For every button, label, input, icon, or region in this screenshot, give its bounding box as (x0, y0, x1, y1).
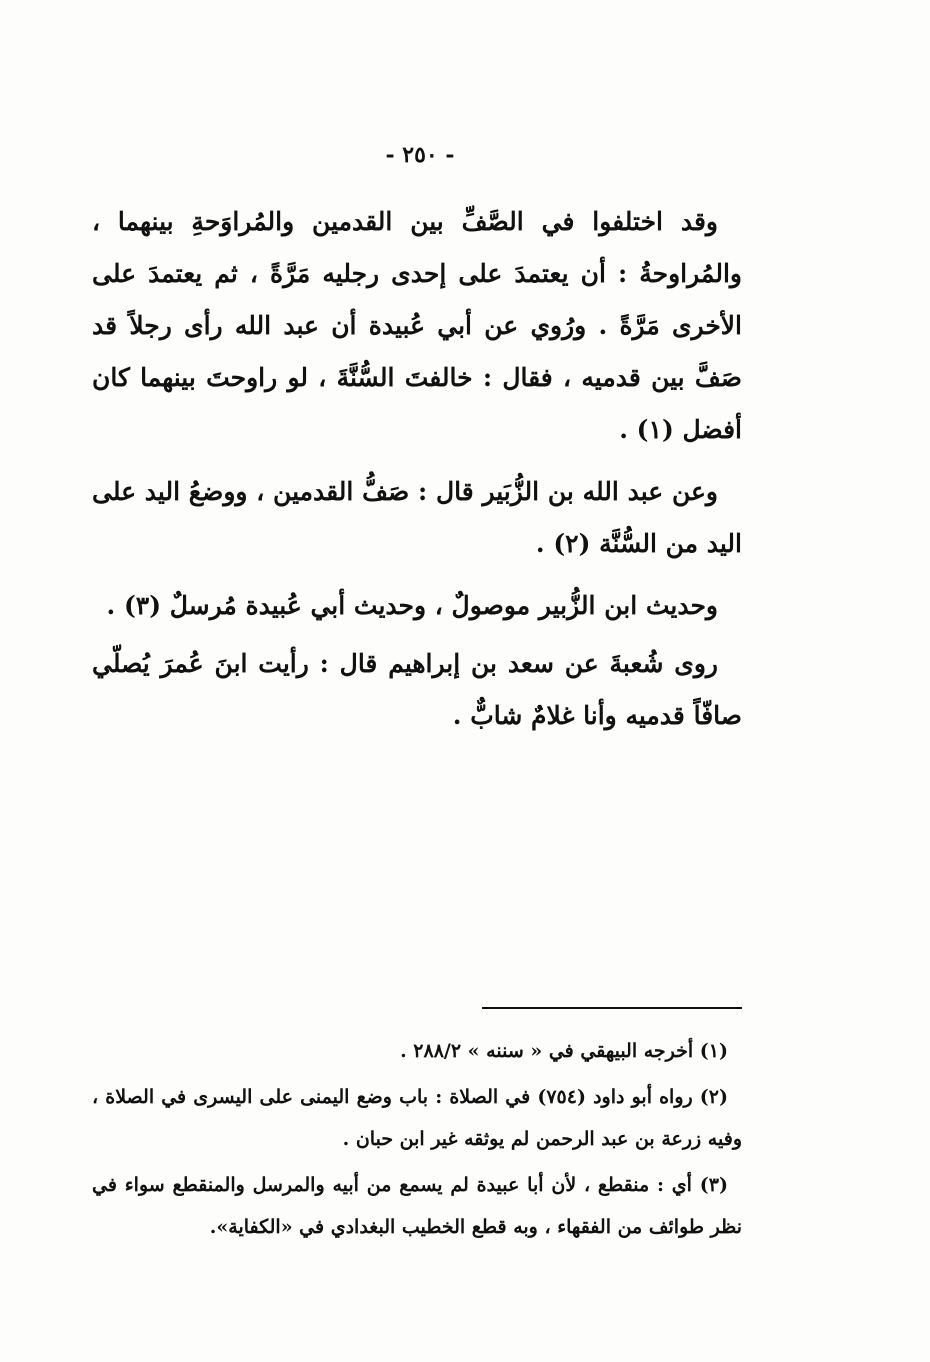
paragraph-2: وعن عبد الله بن الزُّبَير قال : صَفُّ القدمين ، ووضعُ اليد على اليد من السُّنَّة (٢) . (92, 477, 742, 558)
footnote-3: (٣) أي : منقطع ، لأن أبا عبيدة لم يسمع من أبيه والمرسل والمنقطع سواء في نظر طوائف من الفقهاء ، وبه قطع الخطيب البغدادي في «الكفاية». (92, 1174, 742, 1238)
main-text (92, 196, 742, 752)
footnotes (92, 1030, 742, 1252)
paragraph-3: وحديث ابن الزُّبير موصولٌ ، وحديث أبي عُبيدة مُرسلٌ (٣) . (106, 591, 718, 620)
footnote-1: (١) أخرجه البيهقي في « سننه » ٢٨٨/٢ . (400, 1040, 728, 1062)
paragraph-4: روى شُعبةَ عن سعد بن إبراهيم قال : رأيت ابنَ عُمرَ يُصلّي صافّاً قدميه وأنا غلامٌ شابٌّ . (92, 649, 742, 730)
footnote-separator (482, 1007, 742, 1009)
page-number: - ٢٥٠ - (385, 142, 455, 168)
footnote-2: (٢) رواه أبو داود (٧٥٤) في الصلاة : باب وضع اليمنى على اليسرى في الصلاة ، وفيه زرعة بن عبد الرحمن لم يوثقه غير ابن حبان . (92, 1086, 742, 1150)
paragraph-1: وقد اختلفوا في الصَّفِّ بين القدمين والمُراوَحةِ بينهما ، والمُراوحةُ : أن يعتمدَ على إحدى رجليه مَرَّةً ، ثم يعتمدَ على الأخرى مَرَّةً . ورُوي عن أبي عُبيدة أن عبد الله رأى رجلاً قد صَفَّ بين قدميه ، فقال : خالفتَ السُّنَّةَ ، لو راوحتَ بينهما كان أفضل (١) . (92, 207, 742, 444)
